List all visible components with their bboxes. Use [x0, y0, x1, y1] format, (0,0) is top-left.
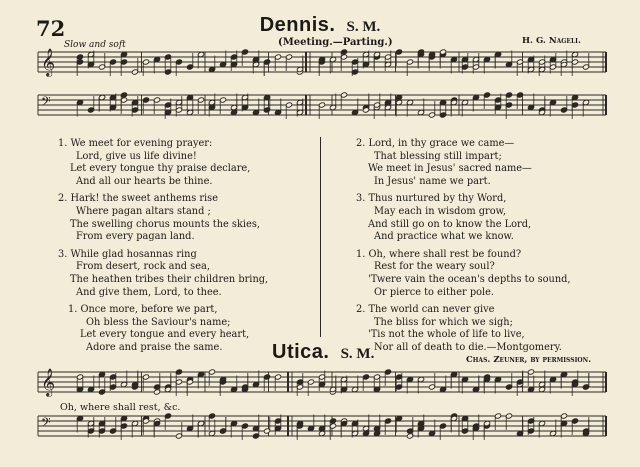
verse-line: 2. Lord, in thy grace we came—	[356, 138, 515, 149]
verse-line: And still go on to know the Lord,	[368, 218, 532, 230]
verse-line: In Jesus' name we part.	[374, 175, 491, 187]
verse-line: And practice what we know.	[374, 231, 514, 243]
verse-line: And give them, Lord, to thee.	[76, 286, 222, 298]
column-divider	[320, 137, 321, 337]
utica-lyric: Oh, where shall rest, &c.	[60, 402, 181, 413]
verse-left-1	[58, 138, 268, 188]
verse-line: 3. Thus nurtured by thy Word,	[356, 193, 507, 205]
verse-line: 1. Oh, where shall rest be found?	[356, 248, 522, 260]
verse-line: May each in wisdom grow,	[374, 205, 506, 217]
verse-right-2	[356, 193, 571, 243]
verse-left-3	[58, 249, 268, 299]
verse-line: 2. The world can never give	[356, 304, 495, 316]
verse-left-2	[58, 193, 268, 243]
verse-line: We meet in Jesus' sacred name—	[368, 163, 532, 175]
verse-line: And all our hearts be thine.	[76, 175, 213, 187]
utica-meter: S. M.	[340, 346, 375, 362]
verse-line: 1. We meet for evening prayer:	[58, 138, 213, 149]
verse-line: Or pierce to either pole.	[374, 286, 495, 298]
verse-line: Rest for the weary soul?	[374, 261, 495, 273]
verse-line: Oh bless the Saviour's name;	[86, 316, 231, 328]
verse-line: 2. Hark! the sweet anthems rise	[58, 193, 219, 205]
verse-line: Lord, give us life divine!	[76, 150, 197, 162]
dennis-tempo: Slow and soft	[64, 40, 126, 50]
verse-right-4	[356, 304, 571, 354]
verses-right	[356, 138, 571, 355]
verse-line: The heathen tribes their children bring,	[70, 273, 269, 285]
verse-line: 'Twere vain the ocean's depths to sound,	[368, 273, 571, 285]
verse-left-4	[58, 304, 268, 354]
verse-right-1	[356, 138, 571, 188]
verse-line: That blessing still impart;	[374, 150, 502, 162]
verse-line: Let every tongue and every heart,	[80, 329, 250, 341]
verse-line: From desert, rock and sea,	[76, 261, 210, 273]
verse-line: Let every tongue thy praise declare,	[70, 163, 251, 175]
treble-clef-icon: 𝄞	[41, 48, 56, 76]
verse-line: Nor all of death to die.—Montgomery.	[374, 341, 562, 353]
utica-title: Utica.	[272, 341, 330, 363]
verse-line: The bliss for which we sigh;	[374, 316, 513, 328]
treble-clef-icon: 𝄞	[41, 368, 56, 396]
bass-clef-icon: 𝄢	[41, 415, 51, 433]
page-number: 72	[36, 16, 66, 41]
dennis-subtitle: (Meeting.—Parting.)	[278, 37, 393, 48]
utica-title-row	[272, 341, 374, 364]
verse-right-3	[356, 249, 571, 299]
utica-composer: Chas. Zeuner, by permission.	[466, 355, 592, 365]
verse-line: 1. Once more, before we part,	[68, 304, 218, 316]
dennis-composer: H. G. Nageli.	[522, 36, 581, 46]
verses-left	[58, 138, 268, 355]
verse-line: Adore and praise the same.	[86, 341, 223, 353]
verse-line: 'Tis not the whole of life to live,	[368, 329, 525, 341]
bass-clef-icon: 𝄢	[41, 94, 51, 112]
verse-line: Where pagan altars stand ;	[76, 205, 211, 217]
dennis-meter: S. M.	[346, 19, 381, 35]
verse-line: 3. While glad hosannas ring	[58, 248, 197, 260]
verse-line: The swelling chorus mounts the skies,	[70, 218, 260, 230]
verse-line: From every pagan land.	[76, 231, 195, 243]
dennis-title: Dennis.	[259, 14, 336, 36]
